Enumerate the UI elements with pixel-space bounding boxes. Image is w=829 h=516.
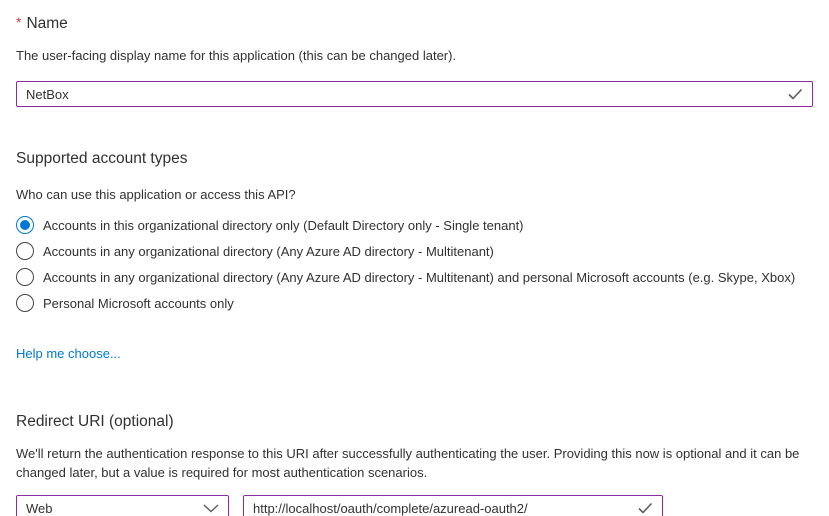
radio-option-label: Accounts in this organizational directory only (Default Directory only - Single tenant) (43, 217, 524, 233)
name-input-value: NetBox (26, 86, 69, 102)
name-section-title (16, 12, 813, 34)
platform-selected-value: Web (26, 500, 53, 516)
redirect-uri-description: We'll return the authentication response to this URI after successfully authenticating the user. Providing this now is optional and it can be changed later, but a value is required for most authentication scenarios. (16, 446, 800, 480)
radio-unselected-icon (16, 268, 34, 286)
radio-option-multitenant[interactable] (16, 242, 813, 260)
radio-option-label: Accounts in any organizational directory (Any Azure AD directory - Multitenant) and personal Microsoft accounts (e.g. Skype, Xbox) (43, 269, 796, 285)
name-description: The user-facing display name for this application (this can be changed later). (16, 48, 457, 63)
name-input[interactable] (16, 81, 813, 107)
radio-unselected-icon (16, 242, 34, 260)
help-me-choose-link[interactable]: Help me choose... (16, 346, 121, 361)
valid-checkmark-icon (788, 88, 803, 100)
radio-option-personal-only[interactable] (16, 294, 813, 312)
radio-option-multitenant-personal[interactable] (16, 268, 813, 286)
radio-option-label: Accounts in any organizational directory (Any Azure AD directory - Multitenant) (43, 243, 494, 259)
account-types-question: Who can use this application or access this API? (16, 187, 296, 202)
redirect-uri-input[interactable] (243, 495, 663, 516)
redirect-uri-value: http://localhost/oauth/complete/azuread-oauth2/ (253, 500, 528, 516)
account-types-section-title: Supported account types (16, 150, 188, 167)
radio-option-label: Personal Microsoft accounts only (43, 295, 234, 311)
redirect-uri-section-title: Redirect URI (optional) (16, 413, 174, 430)
name-section-title-text: Name (26, 15, 68, 32)
radio-selected-icon (16, 216, 34, 234)
chevron-down-icon (203, 504, 219, 513)
radio-unselected-icon (16, 294, 34, 312)
platform-select-dropdown[interactable] (16, 495, 229, 516)
account-types-radio-group (16, 216, 813, 312)
valid-checkmark-icon (638, 502, 653, 514)
required-asterisk: * (16, 14, 22, 30)
radio-option-single-tenant[interactable] (16, 216, 813, 234)
redirect-uri-row (16, 495, 813, 516)
